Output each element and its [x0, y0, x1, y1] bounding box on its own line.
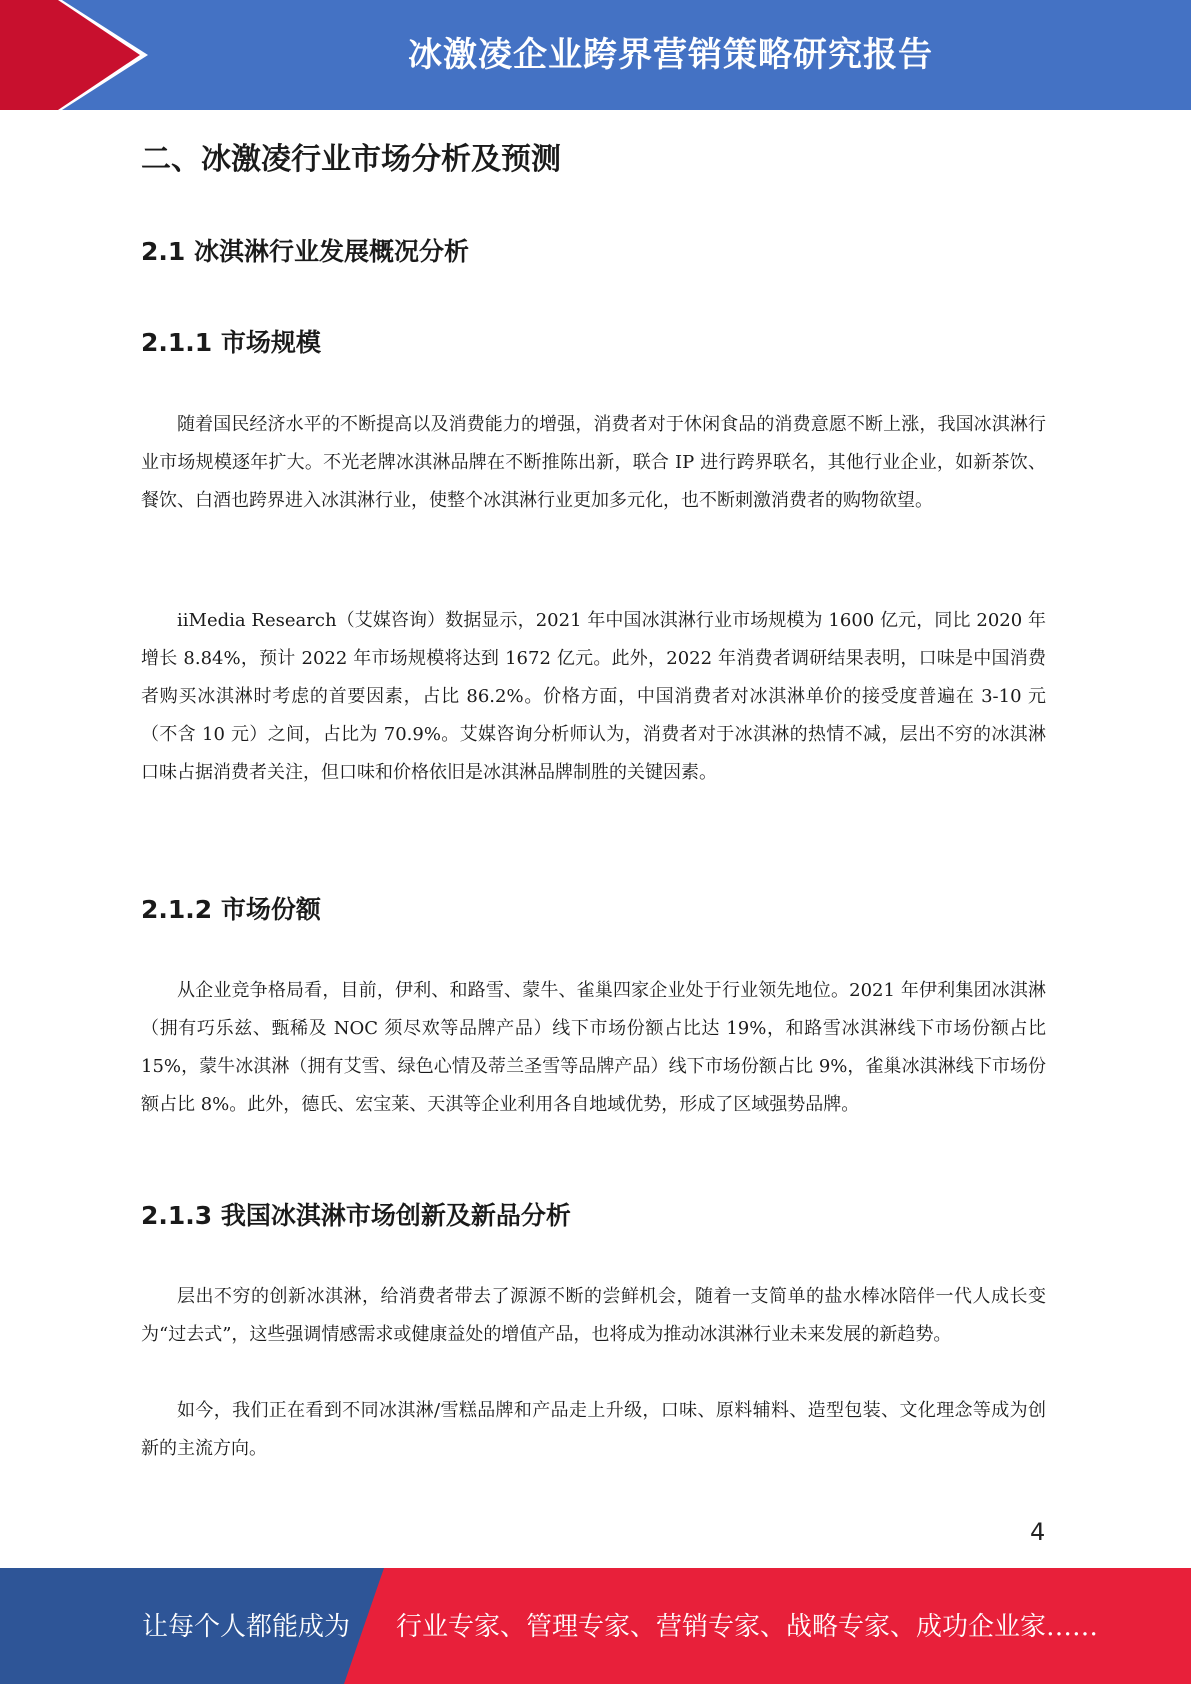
section-heading-2-1: 2.1 冰淇淋行业发展概况分析: [141, 237, 469, 266]
paragraph-market-share: 从企业竞争格局看，目前，伊利、和路雪、蒙牛、雀巢四家企业处于行业领先地位。2021 年伊利集团冰淇淋（拥有巧乐兹、甄稀及 NOC 须尽欢等品牌产品）线下市场份额占比达 19%，和路雪冰淇淋线下市场份额占比 15%，蒙牛冰淇淋（拥有艾雪、绿色心情及蒂兰圣雪等品牌产品）线下市场份额占比 9%，雀巢冰淇淋线下市场份额占比 8%。此外，德氏、宏宝莱、天淇等企业利用各自地域优势，形成了区域强势品牌。: [141, 980, 1046, 1115]
paragraph-market-size-2: iiMedia Research（艾媒咨询）数据显示，2021 年中国冰淇淋行业市场规模为 1600 亿元，同比 2020 年增长 8.84%，预计 2022 年市场规模将达到 1672 亿元。此外，2022 年消费者调研结果表明，口味是中国消费者购买冰淇淋时考虑的首要因素，占比 86.2%。价格方面，中国消费者对冰淇淋单价的接受度普遍在 3-10 元（不含 10 元）之间，占比为 70.9%。艾媒咨询分析师认为，消费者对于冰淇淋的热情不减，层出不穷的冰淇淋口味占据消费者关注，但口味和价格依旧是冰淇淋品牌制胜的关键因素。: [141, 610, 1046, 783]
paragraph-innovation-2: 如今，我们正在看到不同冰淇淋/雪糕品牌和产品走上升级，口味、原料辅料、造型包装、文化理念等成为创新的主流方向。: [141, 1400, 1046, 1459]
footer-slogan-left: 让每个人都能成为: [142, 1612, 351, 1642]
section-heading-2-1-3: 2.1.3 我国冰淇淋市场创新及新品分析: [141, 1201, 571, 1230]
header-banner: [0, 0, 1191, 110]
chapter-title: 二、冰激凌行业市场分析及预测: [141, 142, 561, 177]
footer-banner: [0, 1568, 1191, 1684]
paragraph-innovation-1: 层出不穷的创新冰淇淋，给消费者带去了源源不断的尝鲜机会，随着一支简单的盐水棒冰陪伴一代人成长变为“过去式”，这些强调情感需求或健康益处的增值产品，也将成为推动冰淇淋行业未来发展的新趋势。: [141, 1286, 1046, 1345]
section-heading-2-1-2: 2.1.2 市场份额: [141, 895, 321, 924]
section-heading-2-1-1: 2.1.1 市场规模: [141, 328, 321, 357]
report-title: 冰激凌企业跨界营销策略研究报告: [408, 35, 933, 75]
paragraph-market-size-1: 随着国民经济水平的不断提高以及消费能力的增强，消费者对于休闲食品的消费意愿不断上涨，我国冰淇淋行业市场规模逐年扩大。不光老牌冰淇淋品牌在不断推陈出新，联合 IP 进行跨界联名，其他行业企业，如新茶饮、餐饮、白酒也跨界进入冰淇淋行业，使整个冰淇淋行业更加多元化，也不断刺激消费者的购物欲望。: [141, 414, 1046, 511]
footer-slogan-right: 行业专家、管理专家、营销专家、战略专家、成功企业家……: [396, 1612, 1099, 1642]
page-number: 4: [1030, 1518, 1046, 1546]
